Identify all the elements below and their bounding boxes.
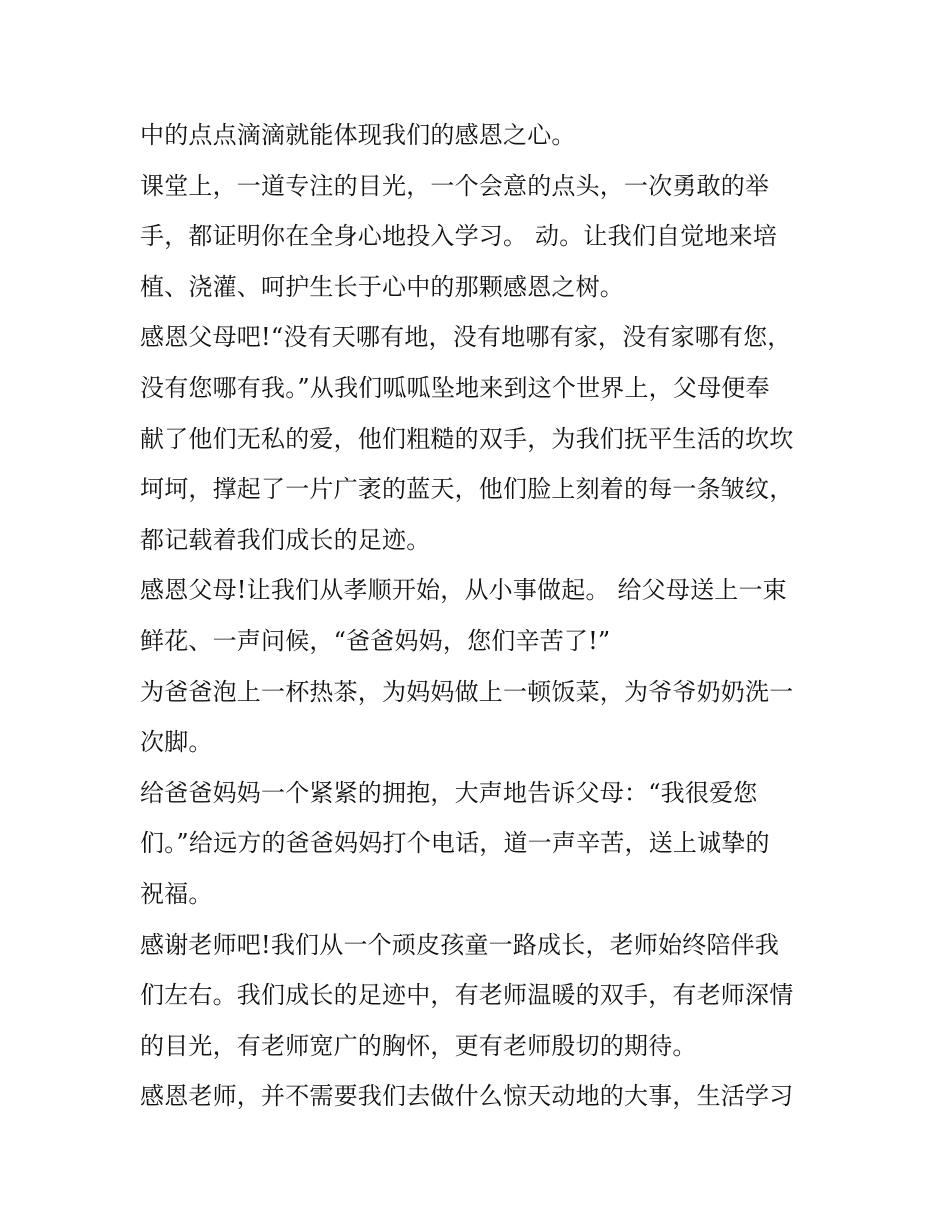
text-line: 们。”给远方的爸爸妈妈打个电话，道一声辛苦，送上诚挚的 (140, 829, 770, 858)
text-line: 祝福。 (140, 879, 213, 908)
text-line: 都记载着我们成长的足迹。 (140, 525, 431, 554)
text-line: 献了他们无私的爱，他们粗糙的双手，为我们抚平生活的坎坎 (140, 424, 794, 453)
text-line: 鲜花、一声问候，“爸爸妈妈，您们辛苦了!” (140, 626, 611, 655)
text-line: 手，都证明你在全身心地投入学习。 动。让我们自觉地来培 (140, 222, 778, 251)
text-line: 感恩父母吧!“没有天哪有地，没有地哪有家，没有家哪有您， (140, 323, 792, 352)
text-line: 次脚。 (140, 728, 213, 757)
text-line: 感谢老师吧!我们从一个顽皮孩童一路成长，老师始终陪伴我 (140, 930, 780, 959)
text-line: 给爸爸妈妈一个紧紧的拥抱，大声地告诉父母：“我很爱您 (140, 778, 758, 807)
text-line: 课堂上，一道专注的目光，一个会意的点头，一次勇敢的举 (140, 171, 770, 200)
text-line: 感恩父母!让我们从孝顺开始，从小事做起。 给父母送上一束 (140, 576, 787, 605)
text-line: 感恩老师，并不需要我们去做什么惊天动地的大事，生活学习 (140, 1082, 794, 1111)
text-line: 为爸爸泡上一杯热茶，为妈妈做上一顿饭菜，为爷爷奶奶洗一 (140, 677, 794, 706)
text-line: 没有您哪有我。”从我们呱呱坠地来到这个世界上，父母便奉 (140, 373, 770, 402)
body-text (140, 110, 820, 1122)
text-line: 坷坷，撑起了一片广袤的蓝天，他们脸上刻着的每一条皱纹， (140, 475, 794, 504)
text-line: 的目光，有老师宽广的胸怀，更有老师殷切的期待。 (140, 1031, 697, 1060)
text-line: 植、浇灌、呵护生长于心中的那颗感恩之树。 (140, 272, 624, 301)
text-line: 们左右。我们成长的足迹中，有老师温暖的双手，有老师深情 (140, 981, 794, 1010)
text-line: 中的点点滴滴就能体现我们的感恩之心。 (140, 121, 576, 149)
